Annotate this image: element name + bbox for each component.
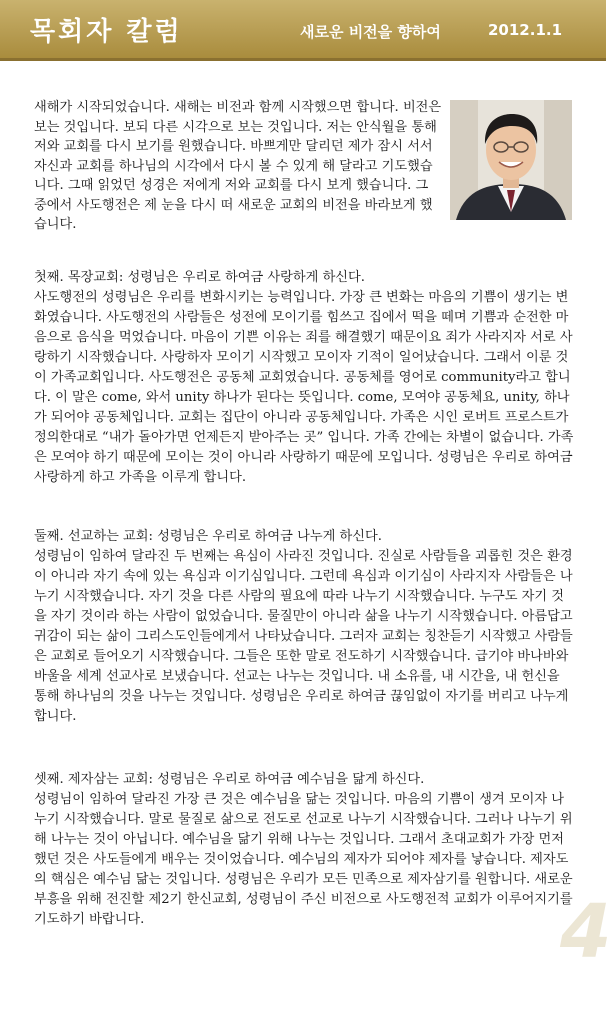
section-heading: 셋째. 제자삼는 교회: 성령님은 우리로 하여금 예수님을 닮게 하신다.	[34, 772, 425, 787]
pastor-photo	[450, 100, 572, 220]
page-number: 4	[560, 889, 612, 975]
column-header	[0, 0, 606, 61]
section-first	[34, 268, 574, 488]
section-body: 사도행전의 성령님은 우리를 변화시키는 능력입니다. 가장 큰 변화는 마음의 기쁨이 생기는 변화였습니다. 사도행전의 사람들은 성전에 모이기를 힘쓰고 집에서 떡을 떼며 기쁨과 순전한 마음으로 음식을 먹었습니다. 마음이 기쁜 이유는 죄를 해결했기 때문이요 죄가 사라지자 서로 사랑하기 시작했습니다. 사랑하자 모이기 시작했고 모이자 기적이 일어났습니다. 그래서 이룬 것이 가족교회입니다. 사도행전은 공동체 교회였습니다. 공동체를 영어로 community라고 합니다. 이 말은 come, 와서 unity 하나가 된다는 뜻입니다. come, 모여야 공동체요, unity, 하나가 되어야 공동체입니다. 교회는 집단이 아니라 공동체입니다. 가족은 시인 로버트 프로스트가 정의한대로 “내가 돌아가면 언제든지 받아주는 곳” 입니다. 가족 간에는 차별이 없습니다. 가족은 모여야 하기 때문에 모이는 것이 아니라 사랑하기 때문에 모입니다. 성령님은 우리로 하여금 사랑하게 하고 가족을 이루게 합니다.	[34, 290, 574, 485]
section-second	[34, 527, 574, 727]
section-body: 성령님이 임하여 달라진 두 번째는 욕심이 사라진 것입니다. 진실로 사람들을 괴롭힌 것은 환경이 아니라 자기 속에 있는 욕심과 이기심입니다. 그런데 욕심과 이기심이 사라지자 사람들은 나누기 시작했습니다. 자기 것을 다른 사람의 필요에 따라 나누기 시작했습니다. 누구도 자기 것을 자기 것이라 하는 사람이 없었습니다. 물질만이 아니라 삶을 나누기 시작했습니다. 아름답고 귀감이 되는 삶이 그리스도인들에게서 나타났습니다. 그러자 교회는 칭찬듣기 시작했고 사람들은 교회로 들어오기 시작했습니다. 그들은 또한 말로 전도하기 시작했습니다. 급기야 바나바와 바울을 세계 선교사로 보냈습니다. 선교는 나누는 것입니다. 내 소유를, 내 시간을, 내 헌신을 통해 하나님의 것을 나누는 것입니다. 성령님은 우리로 하여금 끊임없이 자기를 버리고 나누게 합니다.	[34, 549, 573, 724]
page-title: 목회자 칼럼	[30, 17, 183, 47]
column-date: 2012.1.1	[488, 21, 563, 39]
section-heading: 둘째. 선교하는 교회: 성령님은 우리로 하여금 나누게 하신다.	[34, 529, 382, 544]
column-subtitle: 새로운 비전을 향하여	[300, 23, 441, 41]
section-heading: 첫째. 목장교회: 성령님은 우리로 하여금 사랑하게 하신다.	[34, 270, 365, 285]
section-third	[34, 770, 574, 930]
intro-paragraph: 새해가 시작되었습니다. 새해는 비전과 함께 시작했으면 합니다. 비전은 보는 것입니다. 보되 다른 시각으로 보는 것입니다. 저는 안식월을 통해 저와 교회를 다시 보기를 원했습니다. 바쁘게만 달리던 제가 잠시 서서 자신과 교회를 하나님의 시각에서 다시 볼 수 있게 해 달라고 기도했습니다. 그때 읽었던 성경은 저에게 저와 교회를 다시 보게 했습니다. 그 중에서 사도행전은 제 눈을 다시 떠 새로운 교회의 비전을 바라보게 했습니다.	[34, 100, 442, 232]
section-body: 성령님이 임하여 달라진 가장 큰 것은 예수님을 닮는 것입니다. 마음의 기쁨이 생겨 모이자 나누기 시작했습니다. 말로 물질로 삶으로 전도로 선교로 나누기 시작했습니다. 그러나 나누기 위해 나누는 것이 아닙니다. 예수님을 닮기 위해 나누는 것입니다. 그래서 초대교회가 가장 먼저 했던 것은 사도들에게 배우는 것이었습니다. 예수님의 제자가 되어야 제자를 낳습니다. 제자도의 핵심은 예수님 닮는 것입니다. 성령님은 우리가 모든 민족으로 제자삼기를 원합니다. 새로운 부흥을 위해 전진할 제2기 한신교회, 성령님이 주신 비전으로 사도행전적 교회가 이루어지기를 기도하기 바랍니다.	[34, 792, 573, 927]
portrait-illustration	[450, 100, 572, 220]
